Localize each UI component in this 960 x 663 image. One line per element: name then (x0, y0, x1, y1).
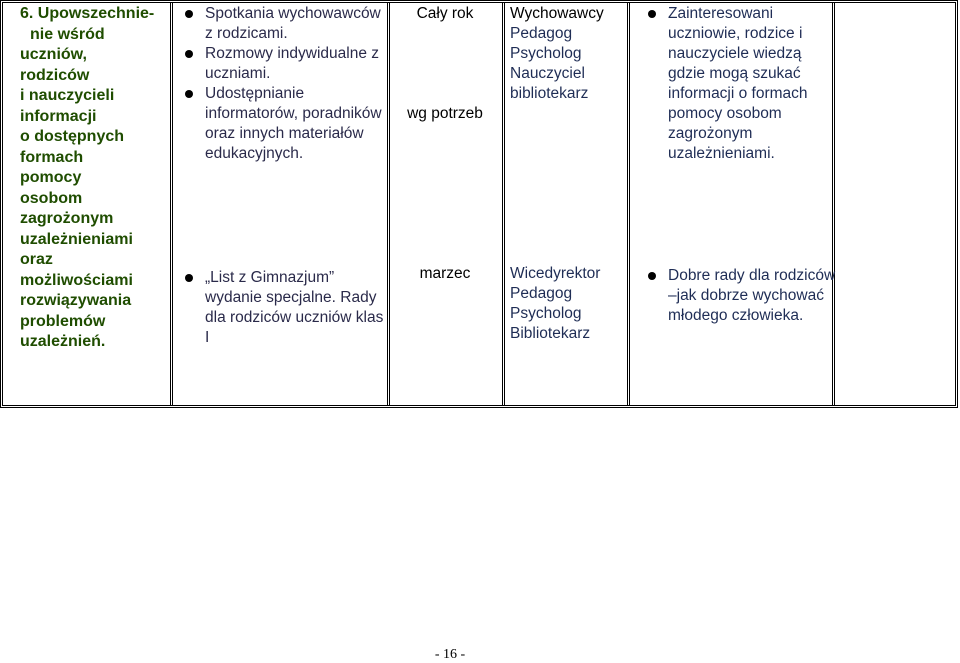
term-text: marzec (419, 265, 471, 282)
responsible-person: Wicedyrektor (510, 265, 601, 282)
responsible-person: Nauczyciel (510, 65, 585, 82)
topic-line: uczniów, (20, 46, 87, 63)
topic-line: uzależnieniami (20, 230, 133, 248)
expected-effects-cell (638, 266, 838, 326)
task-topic-cell (20, 4, 165, 353)
column-divider (627, 3, 630, 405)
topic-line: możliwościami (20, 271, 133, 289)
topic-line: o dostępnych (20, 128, 125, 145)
topic-line: nie wśród (30, 25, 105, 43)
column-divider (170, 3, 173, 405)
responsible-person: Pedagog (510, 285, 573, 302)
activities-list (175, 4, 385, 164)
responsible-person: Bibliotekarz (510, 325, 591, 342)
topic-line: rodziców (20, 66, 90, 84)
topic-line: rozwiązywania (20, 292, 132, 309)
activities-list (175, 268, 385, 348)
column-divider (502, 3, 505, 405)
topic-line: informacji (20, 107, 97, 125)
column-divider (387, 3, 390, 405)
activity-item: Udostępnianie informatorów, poradników oraz innych materiałów edukacyjnych. (175, 84, 385, 164)
topic-line: pomocy (20, 169, 82, 186)
responsible-person: Wychowawcy (510, 5, 604, 22)
activities-cell (175, 4, 385, 164)
page-number: - 16 - (434, 647, 466, 662)
topic-line: osobom (20, 189, 83, 207)
effects-list (638, 266, 838, 326)
effect-item: Zainteresowani uczniowie, rodzice i nauczyciele wiedzą gdzie mogą szukać informacji o formach pomocy osobom zagrożonym uzależnieniami. (638, 4, 838, 164)
effect-item: Dobre rady dla rodziców –jak dobrze wychować młodego człowieka. (638, 266, 838, 326)
term-text: wg potrzeb (407, 105, 483, 122)
responsible-person: Psycholog (510, 45, 582, 62)
activity-item: Rozmowy indywidualne z uczniami. (175, 44, 385, 84)
topic-line: problemów (20, 312, 106, 330)
topic-line: i nauczycieli (20, 87, 115, 104)
responsible-person: Pedagog (510, 25, 573, 42)
term-text: Cały rok (416, 5, 474, 22)
topic-line: zagrożonym (20, 210, 114, 227)
responsible-cell (510, 4, 625, 104)
topic-line: 6. Upowszechnie- (20, 5, 155, 22)
topic-line: formach (20, 148, 84, 166)
activities-cell (175, 268, 385, 348)
topic-line: uzależnień. (20, 333, 106, 350)
activity-item: Spotkania wychowawców z rodzicami. (175, 4, 385, 44)
responsible-person: bibliotekarz (510, 85, 589, 102)
topic-line: oraz (20, 251, 53, 268)
expected-effects-cell (638, 4, 838, 164)
responsible-cell (510, 264, 625, 344)
activity-item: „List z Gimnazjum” wydanie specjalne. Rady dla rodziców uczniów klas I (175, 268, 385, 348)
responsible-person: Psycholog (510, 305, 582, 322)
effects-list (638, 4, 838, 164)
